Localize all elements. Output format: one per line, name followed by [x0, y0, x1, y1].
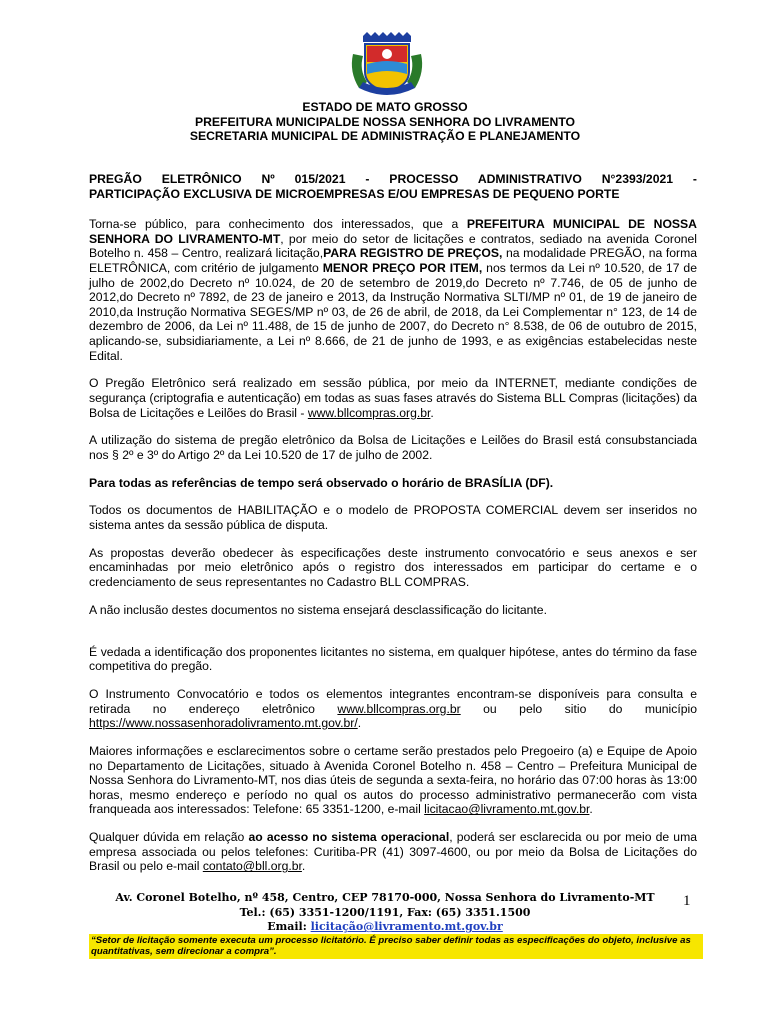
paragraph-availability — [89, 687, 697, 731]
document-body — [89, 172, 697, 887]
bll-contact-email-link[interactable]: contato@bll.org.br — [202, 859, 302, 874]
footer-email-line — [0, 920, 770, 935]
paragraph-internet-session — [89, 376, 697, 420]
paragraph-questions — [89, 830, 697, 874]
bllcompras-link[interactable]: www.bllcompras.org.br — [337, 701, 461, 716]
document-header — [0, 100, 770, 144]
registro-precos: PARA REGISTRO DE PREÇOS, — [323, 246, 503, 261]
header-prefecture: PREFEITURA MUNICIPALDE NOSSA SENHORA DO LIVRAMENTO — [194, 114, 576, 129]
bllcompras-link[interactable]: www.bllcompras.org.br — [307, 405, 431, 420]
text: na modalidade PREGÃO, na forma ELETRÔNICA, com critério de julgamento — [89, 246, 697, 275]
system-access: ao acesso no sistema operacional — [248, 830, 450, 845]
paragraph-documents: Todos os documentos de HABILITAÇÃO e o modelo de PROPOSTA COMERCIAL devem ser inseridos no sistema antes da sessão pública de disputa. — [89, 503, 697, 533]
text: . — [301, 859, 306, 874]
text: O Instrumento Convocatório e todos os elementos integrantes encontram-se disponíveis para consulta e retirada no endereço eletrônico — [89, 686, 697, 716]
municipal-crest-icon — [345, 32, 429, 102]
footer-email-label: Email: — [267, 920, 311, 934]
footer-email-link[interactable]: licitação@livramento.mt.gov.br — [310, 920, 503, 934]
footer-banner: “Setor de licitação somente executa um processo licitatório. É preciso saber definir todas as especificações do objeto, inclusive as quantitativas, sem direcionar a compra”. — [89, 934, 703, 959]
text: ou pelo sitio do município — [460, 701, 697, 716]
text: , poderá ser esclarecida ou por meio de uma empresa associada ou pelos telefones: Curitiba-PR (41) 3097-4600, ou por meio da Bolsa de Licitações do Brasil ou pelo e-mail — [89, 830, 698, 874]
notice-title-line1: PREGÃO ELETRÔNICO Nº 015/2021 - PROCESSO ADMINISTRATIVO N°2393/2021 - — [89, 172, 697, 186]
notice-title-line2: PARTICIPAÇÃO EXCLUSIVA DE MICROEMPRESAS E/OU EMPRESAS DE PEQUENO PORTE — [89, 186, 620, 201]
text: . — [589, 802, 593, 817]
header-state: ESTADO DE MATO GROSSO — [302, 100, 468, 114]
text: O Pregão Eletrônico será realizado em sessão pública, por meio da INTERNET, mediante condições de segurança (criptografia e autenticação) em todas as suas fases através do Sistema BLL Compras (licitações) da Bolsa de Licitações e Leilões do Brasil - — [89, 376, 697, 420]
text: Qualquer dúvida em relação — [89, 830, 249, 845]
paragraph-disqualification: A não inclusão destes documentos no sistema ensejará desclassificação do licitante. — [89, 602, 547, 617]
paragraph-time-reference: Para todas as referências de tempo será observado o horário de BRASÍLIA (DF). — [89, 475, 554, 490]
prefecture-name: PREFEITURA MUNICIPAL DE NOSSA SENHORA DO LIVRAMENTO-MT — [89, 217, 697, 246]
text: . — [430, 405, 434, 420]
footer-phones: Tel.: (65) 3351-1200/1191, Fax: (65) 3351.1500 — [239, 905, 531, 919]
municipality-website-link[interactable]: https://www.nossasenhoradolivramento.mt.gov.br/ — [89, 716, 358, 731]
menor-preco: MENOR PREÇO POR ITEM, — [322, 260, 483, 275]
paragraph-legal-basis: A utilização do sistema de pregão eletrônico da Bolsa de Licitações e Leilões do Brasil está consubstanciada nos § 2º e 3º do Artigo 2º da Lei 10.520 de 17 de julho de 2002. — [89, 433, 697, 462]
licitacao-email-link[interactable]: licitacao@livramento.mt.gov.br — [424, 802, 590, 817]
text: . — [357, 716, 362, 731]
text: nos termos da Lei nº 10.520, de 17 de julho de 2002,do Decreto nº 10.024, de 20 de setembro de 2019,do Decreto nº 7.746, de 05 de junho de 2012,do Decreto nº 7892, de 23 de janeiro e 2013, da Instrução Normativa SLTI/MP nº 01, de 19 de janeiro de 2010,da Instrução Normativa SEGES/MP nº 03, de 26 de abril, de 2018, da Lei Complementar n° 123, de 14 de dezembro de 2006, da Lei nº 11.488, de 15 de junho de 2007, do Decreto n° 8.538, de 06 de outubro de 2015, aplicando-se, subsidiariamente, a Lei nº 8.666, de 21 de junho de 1993, e as exigências estabelecidas neste Edital. — [89, 260, 697, 363]
text: Torna-se público, para conhecimento dos interessados, que a — [89, 217, 467, 232]
footer-address: Av. Coronel Botelho, nº 458, Centro, CEP 78170-000, Nossa Senhora do Livramento-MT — [115, 891, 655, 904]
paragraph-announcement — [89, 217, 697, 363]
header-secretariat: SECRETARIA MUNICIPAL DE ADMINISTRAÇÃO E PLANEJAMENTO — [189, 129, 581, 144]
text: , por meio do setor de licitações e contratos, sediado na avenida Coronel Botelho n. 458 – Centro, realizará licitação, — [89, 231, 697, 261]
page-footer — [0, 891, 770, 935]
paragraph-proposals: As propostas deverão obedecer às especificações deste instrumento convocatório e seus anexos e ser encaminhadas por meio eletrônico após o registro dos interessados em participar do certame e o credenciamento de seus representantes no Cadastro BLL COMPRAS. — [89, 545, 697, 589]
text: Maiores informações e esclarecimentos sobre o certame serão prestados pelo Pregoeiro (a) e Equipe de Apoio no Departamento de Licitações, situado à Avenida Coronel Botelho n. 458 – Centro – Prefeitura Municipal de Nossa Senhora do Livramento-MT, nos dias úteis de segunda a sexta-feira, no horário das 07:00 horas às 13:00 horas, mesmo endereço e período no qual os autos do processo administrativo permanecerão com vista franqueada aos interessados: Telefone: 65 3351-1200, e-mail — [89, 743, 697, 817]
paragraph-information — [89, 744, 697, 817]
paragraph-identification: É vedada a identificação dos proponentes licitantes no sistema, em qualquer hipótese, antes do término da fase competitiva do pregão. — [89, 644, 697, 674]
page-number: 1 — [683, 893, 691, 909]
